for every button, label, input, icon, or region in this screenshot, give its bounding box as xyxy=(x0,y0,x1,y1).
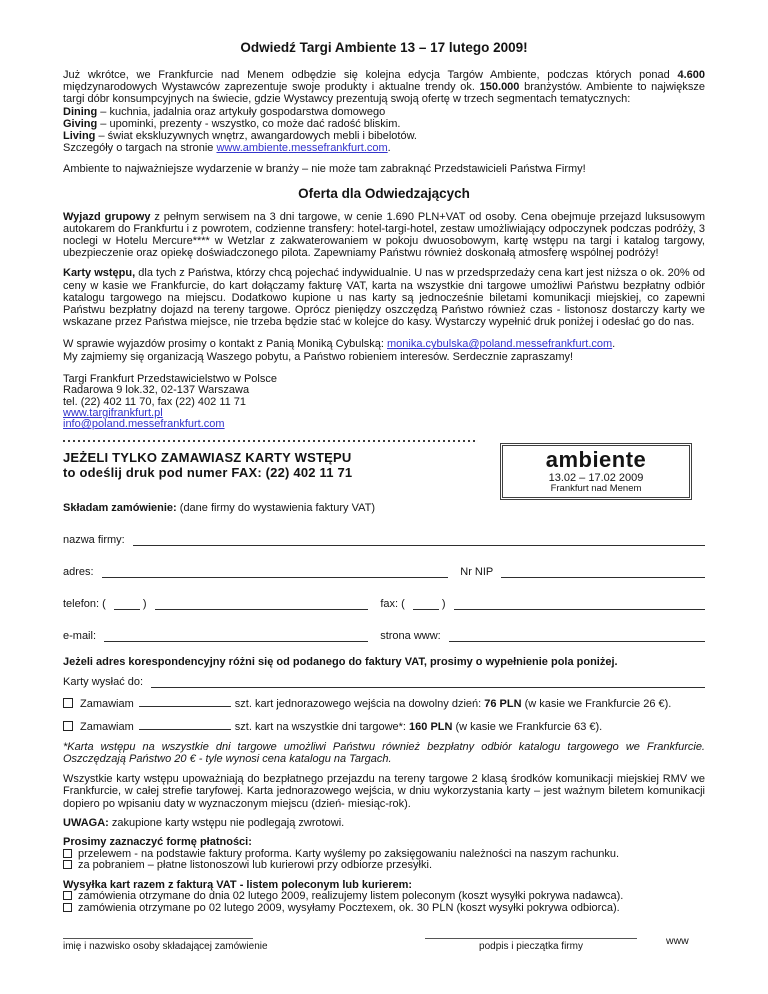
phone-label-close: ) xyxy=(139,597,150,610)
payment-transfer-checkbox[interactable] xyxy=(63,849,72,858)
importance-note: Ambiente to najważniejsze wydarzenie w branży – nie może tam zabraknąć Przedstawicieli Państwa Firmy! xyxy=(63,163,586,176)
order-heading-rest: (dane firmy do wystawienia faktury VAT) xyxy=(176,501,375,514)
segment-living xyxy=(63,130,705,142)
warning-label: UWAGA: xyxy=(63,816,109,829)
company-name-field[interactable] xyxy=(133,533,705,546)
order-mid-1: szt. kart jednorazowego wejścia na dowolny dzień: xyxy=(234,698,485,711)
signature-left-label: imię i nazwisko osoby składającej zamówienie xyxy=(63,941,268,952)
segment-dining-text: – kuchnia, jadalnia oraz artykuły gospodarstwa domowego xyxy=(97,105,386,118)
visitor-count: 150.000 xyxy=(479,81,520,94)
company-address-block xyxy=(63,374,705,431)
phone-field[interactable] xyxy=(155,597,369,610)
shipping-pocztex-checkbox[interactable] xyxy=(63,903,72,912)
signature-right-label: podpis i pieczątka firmy xyxy=(479,941,583,952)
order-suffix-1: (w kasie we Frankfurcie 26 €). xyxy=(521,698,672,711)
fax-banner-line2: to odeślij druk pod numer FAX: (22) 402 11 71 xyxy=(63,465,353,481)
nip-label: Nr NIP xyxy=(460,565,497,578)
phone-prefix-field[interactable] xyxy=(114,597,140,610)
quantity-field-2[interactable] xyxy=(139,717,231,730)
signature-left-line[interactable] xyxy=(63,938,253,939)
dashed-divider xyxy=(63,440,478,442)
order-heading xyxy=(63,502,705,514)
contact-text-1: W sprawie wyjazdów prosimy o kontakt z Panią Moniką Cybulską: xyxy=(63,338,388,351)
payment-heading: Prosimy zaznaczyć formę płatności: xyxy=(63,835,252,848)
order-mid-2: szt. kart na wszystkie dni targowe*: xyxy=(234,720,410,733)
order-item-single-day xyxy=(63,694,705,710)
contact-suffix: . xyxy=(612,338,616,351)
nip-field[interactable] xyxy=(501,565,705,578)
email-label: e-mail: xyxy=(63,629,100,642)
group-trip-text: z pełnym serwisem na 3 dni targowe, w cenie 1.690 PLN+VAT od osoby. Cena obejmuje przejazd luksusowym autokarem do Frankfurtu i z powrotem, codzienne transfery: hotel-targi-hotel, zestaw umożliwiający odpoczynek podczas podróży, 3 noclegi w Hotelu Mercure**** w Wetzlar z zakwaterowaniem w pokoju dwuosobowym, kartę wstępu na targi i katalog targowy, ubezpieczenie oraz opiekę doświadczonego pilota. Zapewniamy Państwu również doskonałą atmosferę wspólnej podróży! xyxy=(63,210,706,260)
payment-transfer-text: przelewem - na podstawie faktury proforma. Karty wyślemy po zaksięgowaniu należności na naszym rachunku. xyxy=(78,847,620,860)
company-email-link[interactable]: info@poland.messefrankfurt.com xyxy=(63,418,225,431)
address-label: adres: xyxy=(63,565,97,578)
signature-footer xyxy=(0,935,768,978)
phone-fax-row xyxy=(63,597,705,610)
offer-heading: Oferta dla Odwiedzających xyxy=(298,185,470,201)
address-field[interactable] xyxy=(102,565,449,578)
shipping-heading: Wysyłka kart razem z fakturą VAT - listem poleconym lub kurierem: xyxy=(63,878,413,891)
send-cards-label: Karty wysłać do: xyxy=(63,676,147,689)
segment-dining xyxy=(63,106,705,118)
send-cards-row xyxy=(63,675,705,688)
shipping-option-pocztex xyxy=(63,903,705,915)
fax-label: fax: ( xyxy=(380,597,408,610)
intro-text-1: Już wkrótce, we Frankfurcie nad Menem odbędzie się kolejna edycja Targów Ambiente, podczas których ponad xyxy=(63,69,678,81)
email-field[interactable] xyxy=(104,629,368,642)
fair-city: Frankfurt nad Menem xyxy=(550,482,642,494)
segment-giving-text: – upominki, prezenty - wszystko, co może dać radość bliskim. xyxy=(97,117,401,130)
payment-cod-checkbox[interactable] xyxy=(63,860,72,869)
fax-label-close: ) xyxy=(438,597,449,610)
intro-text-2: międzynarodowych Wystawców zaprezentuje swoje produkty i aktualne trendy ok. xyxy=(63,81,480,94)
entry-cards-paragraph xyxy=(63,267,705,328)
company-name-row xyxy=(63,533,705,546)
company-name-label: nazwa firmy: xyxy=(63,533,128,546)
segment-living-text: – świat ekskluzywnych wnętrz, awangardowych mebli i bibelotów. xyxy=(95,130,417,143)
order-all-days-checkbox[interactable] xyxy=(63,721,73,731)
details-text: Szczegóły o targach na stronie xyxy=(63,142,217,155)
signature-left-block xyxy=(63,938,299,952)
details-suffix: . xyxy=(387,142,391,155)
contact-text-2: My zajmiemy się organizacją Waszego pobytu, a Państwo robieniem interesów. Serdecznie zapraszamy! xyxy=(63,350,574,363)
ambiente-logo: ambiente xyxy=(545,446,647,472)
fax-field[interactable] xyxy=(454,597,705,610)
order-prefix-2: Zamawiam xyxy=(80,720,134,733)
intro-paragraph xyxy=(63,69,705,106)
company-website-link[interactable]: www.targifrankfurt.pl xyxy=(63,407,163,420)
order-suffix-2: (w kasie we Frankfurcie 63 €). xyxy=(452,720,603,733)
mailing-address-note: Jeżeli adres korespondencyjny różni się od podanego do faktury VAT, prosimy o wypełnienie pola poniżej. xyxy=(63,656,618,669)
entry-cards-text: dla tych z Państwa, którzy chcą pojechać indywidualnie. U nas w przedsprzedaży cena kart jest niższa o ok. 20% od ceny w kasie we Frankfurcie, do kart dołączamy fakturę VAT, karta na wszystkie dni targowe umożliwi Państwu bezpłatny odbiór katalogu targowego na miejscu. Dodatkowo kupione u nas karty są jednocześnie biletami komunikacji miejskiej, co zapewni Państwu bezpłatny dojazd na tereny targowe. Oprócz pieniędzy oszczędzą Państwo również czas - listonosz dostarczy karty we wskazane przez Państwa miejsce, nie trzeba będzie stać w kolejce do kasy. Wystarczy wypełnić druk poniżej i odesłać go do nas. xyxy=(63,267,705,329)
footer-www-text: www xyxy=(666,935,689,947)
transport-note: Wszystkie karty wstępu upoważniają do bezpłatnego przejazdu na tereny targowe 2 klasą środków komunikacji miejskiej RMV we Frankfurcie, w całej strefie taryfowej. Karta jednorazowego wejścia, w dniu wykorzystania karty – jest ważnym biletem komunikacji dopiero po wpisaniu daty w wyznaczonym miejscu (dzień- miesiąc-rok). xyxy=(63,773,705,810)
intro-text-3: branżystów. Ambiente to największe targi dóbr konsumpcyjnych na świecie, gdzie Wystawcy prezentują swoją ofertę w trzech segmentach tematycznych: xyxy=(63,81,705,106)
contact-email-link[interactable]: monika.cybulska@poland.messefrankfurt.com xyxy=(387,338,613,351)
contact-paragraph xyxy=(63,338,705,362)
shipping-registered-checkbox[interactable] xyxy=(63,891,72,900)
phone-label: telefon: ( xyxy=(63,597,109,610)
ambiente-website-link[interactable]: www.ambiente.messefrankfurt.com xyxy=(216,142,388,155)
segment-giving-label: Giving xyxy=(63,117,98,130)
catalog-footnote: *Karta wstępu na wszystkie dni targowe umożliwi Państwu również bezpłatny odbiór katalogu targowego we Frankfurcie. Oszczędzają Państwo 20 € - tyle wynosi cena katalogu na Targach. xyxy=(63,740,705,765)
order-single-day-checkbox[interactable] xyxy=(63,698,73,708)
signature-right-line[interactable] xyxy=(425,938,637,939)
payment-cod-text: za pobraniem – płatne listonoszowi lub kurierowi przy odbiorze przesyłki. xyxy=(78,859,432,872)
entry-cards-label: Karty wstępu, xyxy=(63,267,136,280)
details-line xyxy=(63,142,705,154)
payment-block xyxy=(63,837,705,872)
price-single-day: 76 PLN xyxy=(484,698,522,711)
fax-banner-line1: JEŻELI TYLKO ZAMAWIASZ KARTY WSTĘPU xyxy=(63,449,352,465)
shipping-registered-text: zamówienia otrzymane do dnia 02 lutego 2009, realizujemy listem poleconym (koszt wysyłki pokrywa nadawca). xyxy=(78,890,624,903)
email-www-row xyxy=(63,629,705,642)
shipping-pocztex-text: zamówienia otrzymane po 02 lutego 2009, wysyłamy Pocztexem, ok. 30 PLN (koszt wysyłki pokrywa odbiorca). xyxy=(78,901,620,914)
quantity-field-1[interactable] xyxy=(139,694,231,707)
address-row xyxy=(63,565,705,578)
exhibitor-count: 4.600 xyxy=(677,69,705,81)
group-trip-label: Wyjazd grupowy xyxy=(63,210,151,223)
segment-living-label: Living xyxy=(63,130,96,143)
ambiente-logo-box xyxy=(500,443,692,501)
fax-banner xyxy=(63,446,705,494)
warning-text: zakupione karty wstępu nie podlegają zwrotowi. xyxy=(108,816,345,829)
shipping-block xyxy=(63,880,705,915)
fair-dates: 13.02 – 17.02 2009 xyxy=(548,471,644,484)
payment-option-cod xyxy=(63,860,705,872)
company-street: Radarowa 9 lok.32, 02-137 Warszawa xyxy=(63,384,250,397)
page-title: Odwiedź Targi Ambiente 13 – 17 lutego 2009! xyxy=(240,40,528,55)
fax-prefix-field[interactable] xyxy=(413,597,439,610)
price-all-days: 160 PLN xyxy=(409,720,453,733)
company-phone: tel. (22) 402 11 70, fax (22) 402 11 71 xyxy=(63,395,247,408)
company-name: Targi Frankfurt Przedstawicielstwo w Polsce xyxy=(63,372,277,385)
group-trip-paragraph xyxy=(63,211,705,260)
warning-line xyxy=(63,817,705,829)
www-label: strona www: xyxy=(380,629,444,642)
order-item-all-days xyxy=(63,717,705,733)
order-heading-bold: Składam zamówienie: xyxy=(63,501,177,514)
send-cards-field[interactable] xyxy=(151,675,705,688)
signature-right-block xyxy=(425,938,637,952)
segment-dining-label: Dining xyxy=(63,105,98,118)
www-field[interactable] xyxy=(449,629,705,642)
segment-giving xyxy=(63,118,705,130)
order-prefix-1: Zamawiam xyxy=(80,698,134,711)
